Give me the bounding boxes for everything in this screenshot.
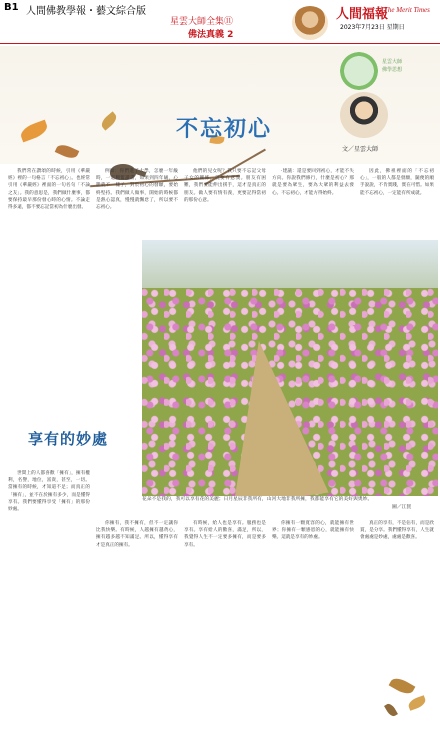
paragraph: 你擁有一顆寬容的心，就能擁有世界；你擁有一顆感恩的心，就能擁有快樂。這就是享有的妙處。 [272, 521, 354, 541]
paragraph: 真正的享有，不是佔有，而是欣賞，是分享。我們懂得享有，人生就會處處是妙處，處處是歡喜。 [360, 521, 434, 541]
photo-caption: 花朵不是我的，我可以享有花的美麗；日月星辰非我所有，山河大地非我所擁，我都能享有它的美好與奧妙。 [142, 497, 373, 502]
section-name: 人間佛教學報・藝文綜合版 [26, 6, 146, 17]
author-emblem-icon [340, 52, 378, 90]
series-title: 星雲大師全集⑪ [170, 17, 234, 27]
section-subhead: 享有的妙處 [28, 430, 109, 448]
paragraph: 我們常在讚頌的時候，引用《華嚴經》裡的一句格言「不忘初心」。也經常引用《華嚴經》裡面的一句名句「不論之友」。我的意思是，我們做什麼事，都要保持最早那份發心時的心情。不論走得多遠，都不要忘記當初為什麼出發。 [8, 169, 90, 211]
author-portrait-icon [340, 92, 388, 138]
master-portrait-icon [292, 6, 328, 40]
article-column [96, 520, 178, 728]
autumn-leaf-icon [99, 111, 119, 130]
paragraph: 因此，佛祖裡面的「不忘初心」，一般的人都是發願，隨便的順手說說，不肯實踐，實在可惜。如果能不忘初心，一定能有所成就。 [360, 169, 434, 196]
autumn-leaf-icon [18, 120, 49, 143]
issue-date: 2023年7月23日 星期日 [340, 24, 405, 31]
newspaper-logo-en: The Merit Times [384, 6, 430, 14]
bottom-decoration [380, 672, 436, 728]
article-title: 不忘初心 [176, 117, 273, 142]
page-header [0, 0, 440, 44]
series-subtitle: 佛法真義 2 [188, 30, 234, 40]
article-byline: 文／星雲大師 [342, 146, 379, 153]
emblem-label: 星雲大師 [382, 59, 403, 65]
autumn-leaf-icon [389, 675, 416, 697]
paragraph: 你擁有，我不擁有，但不一定讓你比我快樂。有時候，人越擁有越貪心，擁有越多越不知滿足。所以，懂得享有才是真正的擁有。 [96, 521, 178, 548]
paragraph: ‧建議：還是要回到初心，才能不失方向。你說我們修行，什麼是初心？那就是要為眾生，要為大眾的利益去發心。不忘初心，才能方得始終。 [272, 169, 354, 196]
paragraph: 有時候，給人也是享有。服務也是享有。享有給人的歡喜，滿足，所以，我覺得人生不一定要多擁有，而是要多享有。 [184, 521, 266, 548]
article-column [8, 470, 90, 728]
section-id: B1 [4, 2, 19, 13]
flower-field-photo [142, 240, 438, 496]
paragraph: 例如：你們進了大學，怎麼一年級時，一定興奮讀書，如果到四年級，心態就不一樣了，對於初心的發願，要始終堅持。我們做人做事，開始的時候都是熱心認真，慢慢就懈怠了，所以要不忘初心。 [96, 169, 178, 211]
emblem-label: 佛學思想 [382, 67, 403, 73]
article-column [184, 520, 266, 728]
newspaper-logo: 人間福報 [336, 7, 389, 22]
autumn-leaf-icon [384, 702, 398, 718]
paragraph: 他們的兒女呢？我只要不忘記父母子女的關係，就要有意義。朋友有困難，我們要能伸出援手，這才是真正的朋友。做人要有情有義，更要記得當初的那份心意。 [184, 169, 266, 203]
autumn-leaf-icon [407, 695, 427, 711]
autumn-leaf-icon [55, 142, 80, 161]
article-column [8, 168, 90, 338]
paragraph: 世間上的人都喜歡「擁有」，擁有權利，名譽，地位，富貴，甚至，一切。當擁有的時候，才知道不足；而真正的「擁有」，並不在於擁有多少，而是懂得享有。我們要懂得享受「擁有」的那份妙處。 [8, 471, 90, 513]
photo-credit: 圖／江賀 [392, 505, 412, 510]
article-column [272, 520, 354, 728]
